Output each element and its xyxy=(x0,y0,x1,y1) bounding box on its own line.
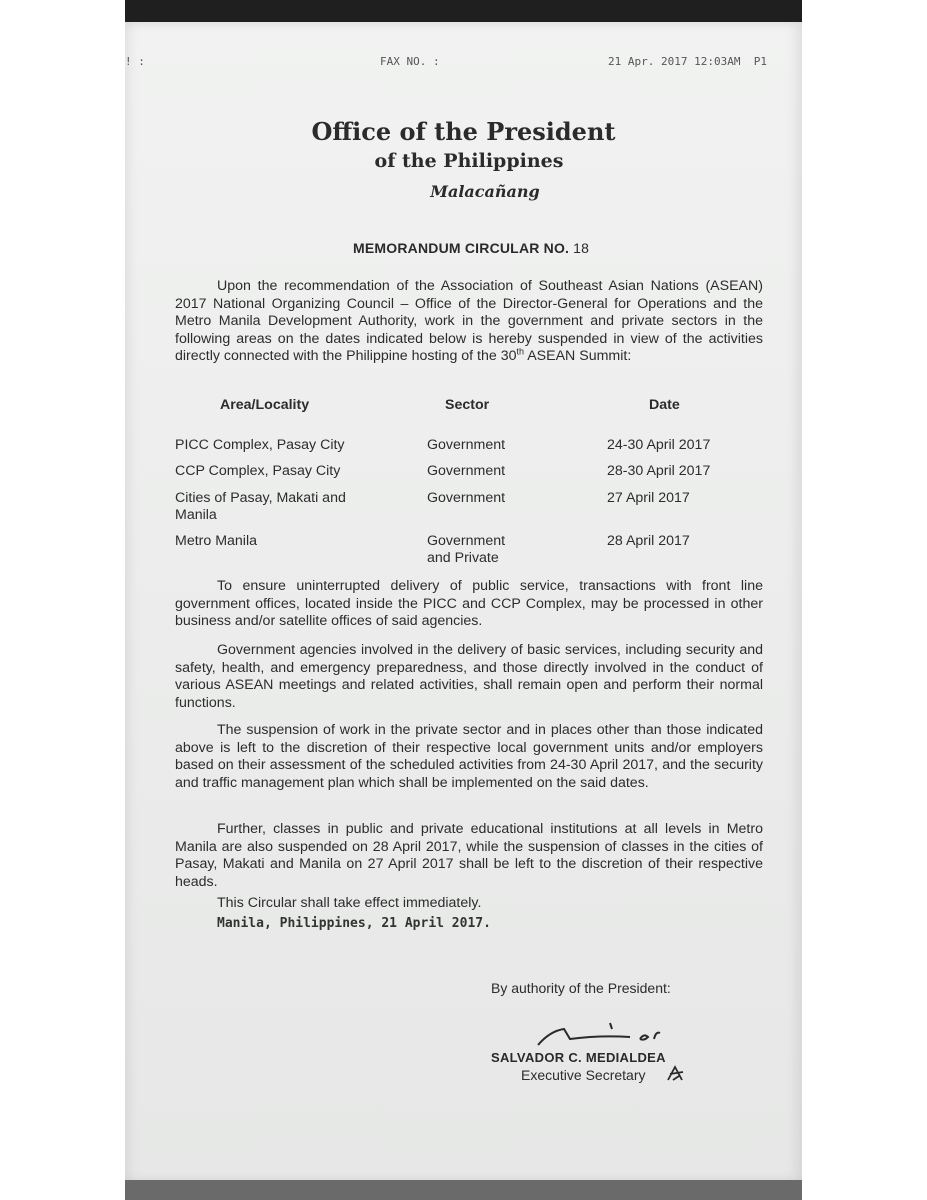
table-row-sector: Government xyxy=(427,490,506,506)
table-row-area: Cities of Pasay, Makati and Manila xyxy=(175,490,346,523)
intro-paragraph: Upon the recommendation of the Association of Southeast Asian Nations (ASEAN) 2017 National Organizing Council – Office of the Director-General for Operations and the Metro Manila Development Authority, work in the government and private sectors in the following areas on the dates indicated below is hereby suspended in view of the activities directly connected with the Philippine hosting of the 30th ASEAN Summit: xyxy=(175,278,763,364)
letterhead-palace: Malacañang xyxy=(430,182,540,201)
table-row-area: Metro Manila xyxy=(175,533,258,549)
bottom-border-strip xyxy=(125,1180,802,1200)
paragraph-effectivity: This Circular shall take effect immediately. xyxy=(217,895,482,911)
memo-number: 18 xyxy=(573,240,590,256)
paragraph-private-sector: The suspension of work in the private sector and in places other than those indicated above is left to the discretion of their respective local government units and/or employers based on their assessment of the scheduled activities from 24-30 April 2017, and the security and traffic management plan which shall be implemented on the said dates. xyxy=(175,722,763,791)
table-row-area: PICC Complex, Pasay City xyxy=(175,437,345,453)
place-and-date: Manila, Philippines, 21 April 2017. xyxy=(217,916,491,931)
table-header-date: Date xyxy=(649,397,680,413)
signatory-name: SALVADOR C. MEDIALDEA xyxy=(491,1050,666,1065)
signatory-title: Executive Secretary xyxy=(521,1067,646,1083)
paragraph-class-suspension: Further, classes in public and private educational institutions at all levels in Metro Manila are also suspended on 28 April 2017, while the suspension of classes in the cities of Pasay, Makati and Manila on 27 April 2017 shall be left to the discretion of their respective heads. xyxy=(175,821,763,890)
letterhead-office: Office of the President xyxy=(311,117,616,146)
table-header-sector: Sector xyxy=(445,397,490,413)
table-row-sector: Government and Private xyxy=(427,533,506,566)
table-row-sector: Government xyxy=(427,463,506,479)
table-header-area: Area/Locality xyxy=(220,397,310,413)
table-row-date: 28-30 April 2017 xyxy=(607,463,711,479)
fax-header-left: ! : xyxy=(125,55,145,68)
paragraph-basic-services: Government agencies involved in the delivery of basic services, including security and safety, health, and emergency preparedness, and those directly involved in the conduct of various ASEAN meetings and related activities, shall remain open and perform their normal functions. xyxy=(175,642,763,711)
letterhead-country: of the Philippines xyxy=(374,150,564,172)
table-row-date: 28 April 2017 xyxy=(607,533,690,549)
table-row-area: CCP Complex, Pasay City xyxy=(175,463,341,479)
memo-title: MEMORANDUM CIRCULAR NO. 18 xyxy=(353,240,590,256)
fax-number-label: FAX NO. : xyxy=(380,55,440,68)
authority-line: By authority of the President: xyxy=(491,980,671,996)
fax-page-number: P1 xyxy=(753,55,767,68)
initial-mark-icon xyxy=(665,1064,687,1084)
signature-mark-icon xyxy=(530,1017,680,1051)
table-row-sector: Government xyxy=(427,437,506,453)
paragraph-front-line-services: To ensure uninterrupted delivery of public service, transactions with front line government offices, located inside the PICC and CCP Complex, may be processed in other business and/or satellite offices of said agencies. xyxy=(175,578,763,629)
table-row-date: 27 April 2017 xyxy=(607,490,690,506)
memorandum-page xyxy=(125,22,802,1182)
table-row-date: 24-30 April 2017 xyxy=(607,437,711,453)
fax-timestamp: 21 Apr. 2017 12:03AM P1 xyxy=(608,55,767,68)
